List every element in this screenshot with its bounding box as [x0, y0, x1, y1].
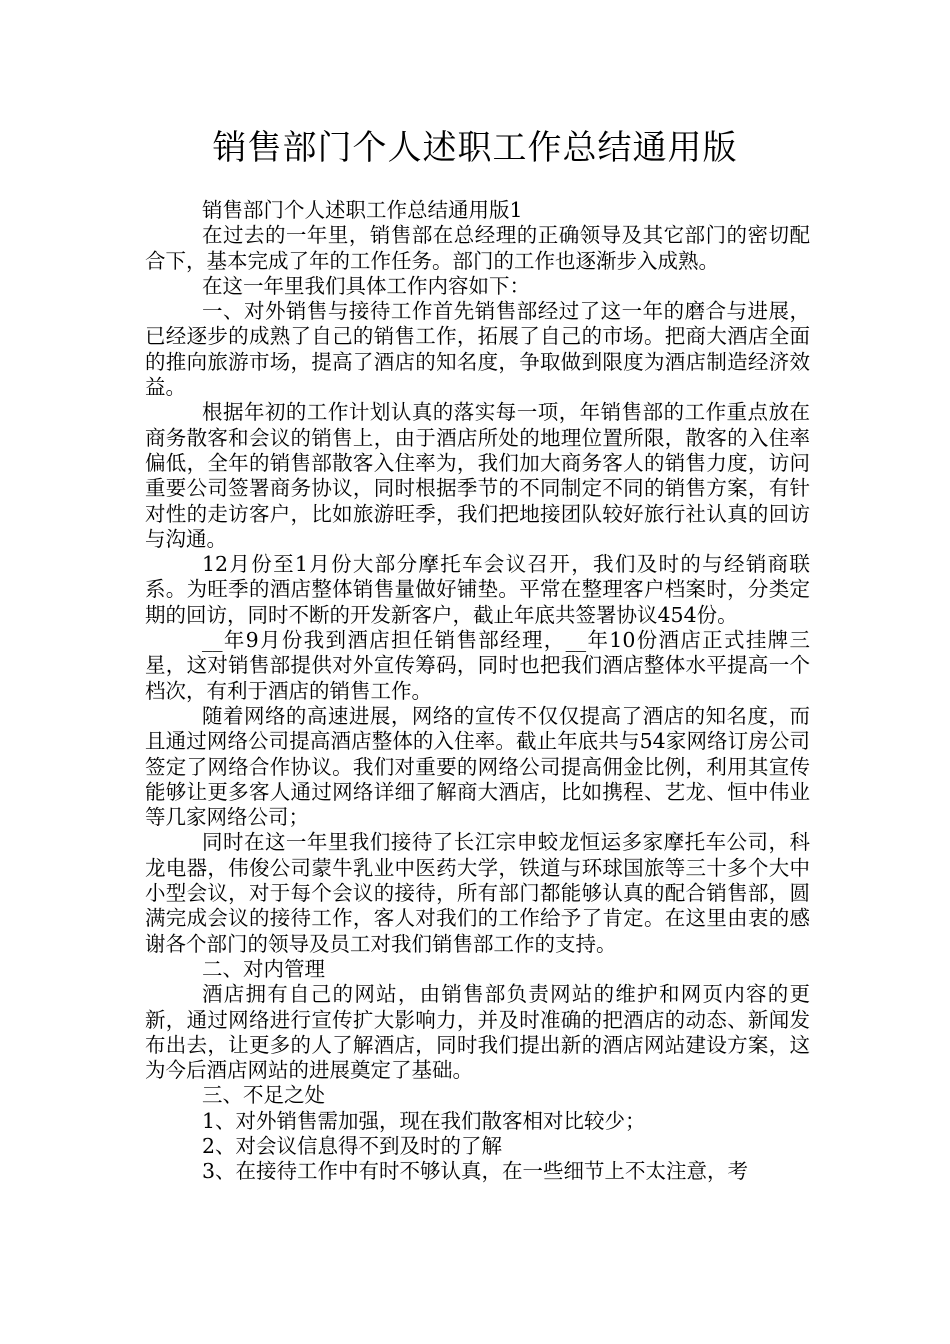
shortcoming-item-1: 1、对外销售需加强，现在我们散客相对比较少；: [202, 1108, 646, 1133]
intro-paragraph: 在过去的一年里，销售部在总经理的正确领导及其它部门的密切配合下，基本完成了年的工作任务。部门的工作也逐渐步入成熟。: [145, 223, 810, 273]
section-two-heading: 二、对内管理: [202, 956, 325, 981]
section-one-paragraph: 一、对外销售与接待工作首先销售部经过了这一年的磨合与进展，已经逐步的成熟了自己的销售工作，拓展了自己的市场。把商大酒店全面的推向旅游市场，提高了酒店的知名度，争取做到限度为酒店制造经济效益。: [145, 299, 810, 400]
document-title: 销售部门个人述职工作总结通用版: [212, 128, 738, 168]
three-star-paragraph: __年9月份我到酒店担任销售部经理，__年10份酒店正式挂牌三星，这对销售部提供对外宣传筹码，同时也把我们酒店整体水平提高一个档次，有利于酒店的销售工作。: [145, 628, 810, 703]
network-paragraph: 随着网络的高速进展，网络的宣传不仅仅提高了酒店的知名度，而且通过网络公司提高酒店整体的入住率。截止年底共与54家网络订房公司签定了网络合作协议。我们对重要的网络公司提高佣金比例，利用其宣传能够让更多客人通过网络详细了解商大酒店，比如携程、艺龙、恒中伟业等几家网络公司；: [145, 703, 810, 830]
motorcycle-meeting-paragraph: 12月份至1月份大部分摩托车会议召开，我们及时的与经销商联系。为旺季的酒店整体销售量做好铺垫。平常在整理客户档案时，分类定期的回访，同时不断的开发新客户，截止年底共签署协议454份。: [145, 552, 810, 627]
reception-paragraph: 同时在这一年里我们接待了长江宗申蛟龙恒运多家摩托车公司，科龙电器，伟俊公司蒙牛乳业中医药大学，铁道与环球国旅等三十多个大中小型会议，对于每个会议的接待，所有部门都能够认真的配合销售部，圆满完成会议的接待工作，客人对我们的工作给予了肯定。在这里由衷的感谢各个部门的领导及员工对我们销售部工作的支持。: [145, 830, 810, 956]
shortcoming-item-2: 2、对会议信息得不到及时的了解: [202, 1133, 503, 1158]
work-content-lead: 在这一年里我们具体工作内容如下：: [202, 273, 530, 298]
work-plan-paragraph: 根据年初的工作计划认真的落实每一项，年销售部的工作重点放在商务散客和会议的销售上，由于酒店所处的地理位置所限，散客的入住率偏低，全年的销售部散客入住率为，我们加大商务客人的销售力度，访问重要公司签署商务协议，同时根据季节的不同制定不同的销售方案，有针对性的走访客户，比如旅游旺季，我们把地接团队较好旅行社认真的回访与沟通。: [145, 400, 810, 551]
subtitle-paragraph: 销售部门个人述职工作总结通用版1: [202, 198, 523, 222]
shortcoming-item-3: 3、在接待工作中有时不够认真，在一些细节上不太注意，考: [202, 1159, 749, 1184]
website-paragraph: 酒店拥有自己的网站，由销售部负责网站的维护和网页内容的更新，通过网络进行宣传扩大影响力，并及时准确的把酒店的动态、新闻发布出去，让更多的人了解酒店，同时我们提出新的酒店网站建设方案，这为今后酒店网站的进展奠定了基础。: [145, 982, 810, 1083]
section-three-heading: 三、不足之处: [202, 1083, 325, 1108]
document-body: [145, 198, 810, 1185]
